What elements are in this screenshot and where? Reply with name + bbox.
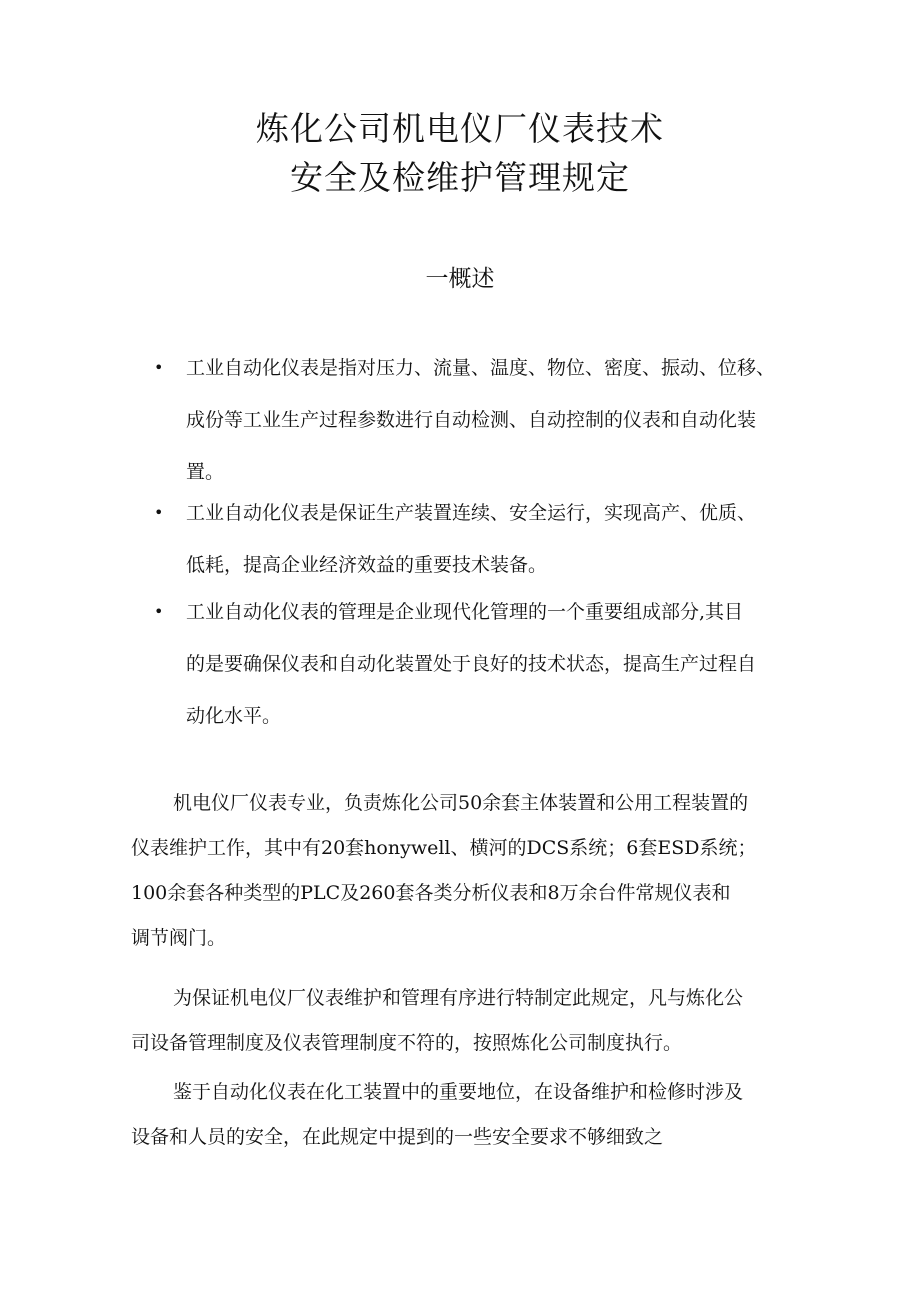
bullet-text-line: 工业自动化仪表是保证生产装置连续、安全运行，实现高产、优质、 [186,502,757,524]
paragraph-line: 仪表维护工作，其中有20套honywell、横河的DCS系统；6套ESD系统； [131,837,757,859]
bullet-text-line: 成份等工业生产过程参数进行自动检测、自动控制的仪表和自动化装 [186,409,757,431]
bullet-text-line: 低耗，提高企业经济效益的重要技术装备。 [186,554,548,576]
body-paragraph [131,781,791,961]
paragraph-line: 为保证机电仪厂仪表维护和管理有序进行特制定此规定，凡与炼化公 [173,987,744,1009]
bullet-text-line: 置。 [186,461,225,483]
bullet-item [154,487,796,591]
body-paragraph [131,1070,791,1160]
bullet-text-line: 工业自动化仪表的管理是企业现代化管理的一个重要组成部分,其目 [186,601,744,623]
bullet-text-line: 的是要确保仪表和自动化装置处于良好的技术状态，提高生产过程自 [186,653,757,675]
bullet-text-line: 工业自动化仪表是指对压力、流量、温度、物位、密度、振动、位移、 [186,357,776,379]
bullet-dot-icon: • [154,358,164,377]
bullet-item [154,586,796,742]
paragraph-line: 调节阀门。 [131,927,227,949]
document-title-line-1: 炼化公司机电仪厂仪表技术 [256,109,664,148]
document-title-line-2: 安全及检维护管理规定 [290,158,630,197]
paragraph-line: 100余套各种类型的PLC及260套各类分析仪表和8万余台件常规仪表和 [131,882,731,904]
bullet-dot-icon: • [154,503,164,522]
body-paragraph [131,976,791,1066]
paragraph-line: 鉴于自动化仪表在化工装置中的重要地位，在设备维护和检修时涉及 [173,1081,744,1103]
bullet-item [154,342,796,498]
paragraph-line: 设备和人员的安全，在此规定中提到的一些安全要求不够细致之 [131,1126,664,1148]
bullet-dot-icon: • [154,602,164,621]
section-heading: 一概述 [425,266,495,292]
bullet-text-line: 动化水平。 [186,705,282,727]
paragraph-line: 司设备管理制度及仪表管理制度不符的，按照炼化公司制度执行。 [131,1032,683,1054]
paragraph-line: 机电仪厂仪表专业，负责炼化公司50余套主体装置和公用工程装置的 [173,792,749,814]
